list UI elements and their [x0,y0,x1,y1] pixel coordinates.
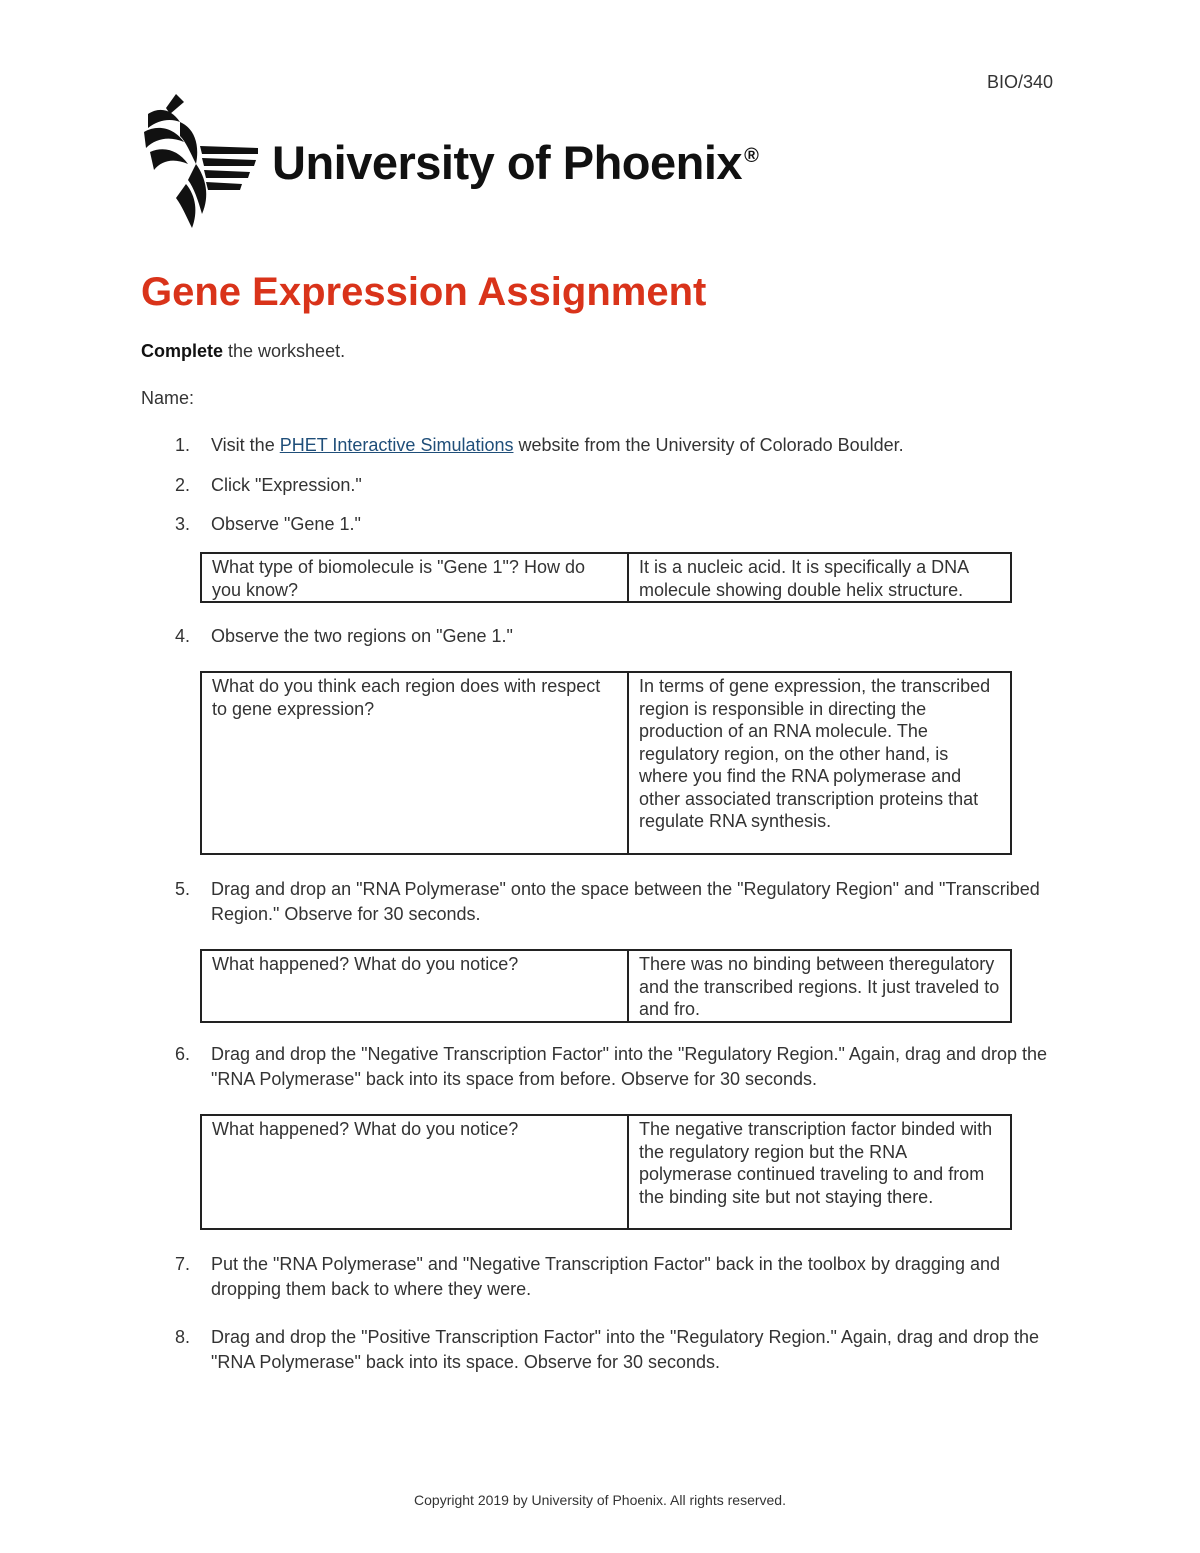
question-cell: What happened? What do you notice? [201,950,628,1022]
step-8: 8. Drag and drop the "Positive Transcription Factor" into the "Regulatory Region." Again, drag and drop the "RNA Polymerase" back into its space. Observe for 30 seconds. [175,1327,1040,1372]
answer-cell: There was no binding between theregulatory and the transcribed regions. It just traveled to and fro. [628,950,1011,1022]
step-2: 2. Click "Expression." [175,475,362,495]
step-6: 6. Drag and drop the "Negative Transcription Factor" into the "Regulatory Region." Again, drag and drop the "RNA Polymerase" back into its space from before. Observe for 30 seconds. [175,1044,1048,1089]
page-title: Gene Expression Assignment [141,270,707,314]
course-code: BIO/340 [987,72,1054,92]
university-logo [140,92,758,232]
qa-table-4 [200,1114,1012,1230]
step-5: 5. Drag and drop an "RNA Polymerase" onto the space between the "Regulatory Region" and "Transcribed Region." Observe for 30 seconds. [175,879,1040,924]
step-4: 4. Observe the two regions on "Gene 1." [175,626,513,646]
name-label: Name: [141,388,195,408]
table-row [201,1115,1011,1229]
qa-table-1 [200,552,1012,603]
table-row [201,553,1011,602]
table-row [201,950,1011,1022]
table-row [201,672,1011,854]
qa-table-2 [200,671,1012,855]
answer-cell: The negative transcription factor binded with the regulatory region but the RNA polymerase continued traveling to and from the binding site but not staying there. [628,1115,1011,1229]
answer-cell: In terms of gene expression, the transcribed region is responsible in directing the production of an RNA molecule. The regulatory region, on the other hand, is where you find the RNA polymerase and other associated transcription proteins that regulate RNA synthesis. [628,672,1011,854]
question-cell: What type of biomolecule is "Gene 1"? How do you know? [201,553,628,602]
step-3: 3. Observe "Gene 1." [175,514,361,534]
qa-table-3 [200,949,1012,1023]
step-7: 7. Put the "RNA Polymerase" and "Negative Transcription Factor" back in the toolbox by dragging and dropping them back to where they were. [175,1254,1000,1299]
question-cell: What happened? What do you notice? [201,1115,628,1229]
instruction: Complete the worksheet. [141,341,346,361]
phet-link[interactable]: PHET Interactive Simulations [279,435,514,455]
phoenix-bird-icon [140,92,260,232]
logo-wordmark: University of Phoenix ® [272,135,759,189]
question-cell: What do you think each region does with respect to gene expression? [201,672,628,854]
step-1: 1. Visit the PHET Interactive Simulations website from the University of Colorado Boulder. [175,435,904,455]
answer-cell: It is a nucleic acid. It is specifically a DNA molecule showing double helix structure. [628,553,1011,602]
copyright-footer: Copyright 2019 by University of Phoenix. All rights reserved. [414,1492,786,1508]
